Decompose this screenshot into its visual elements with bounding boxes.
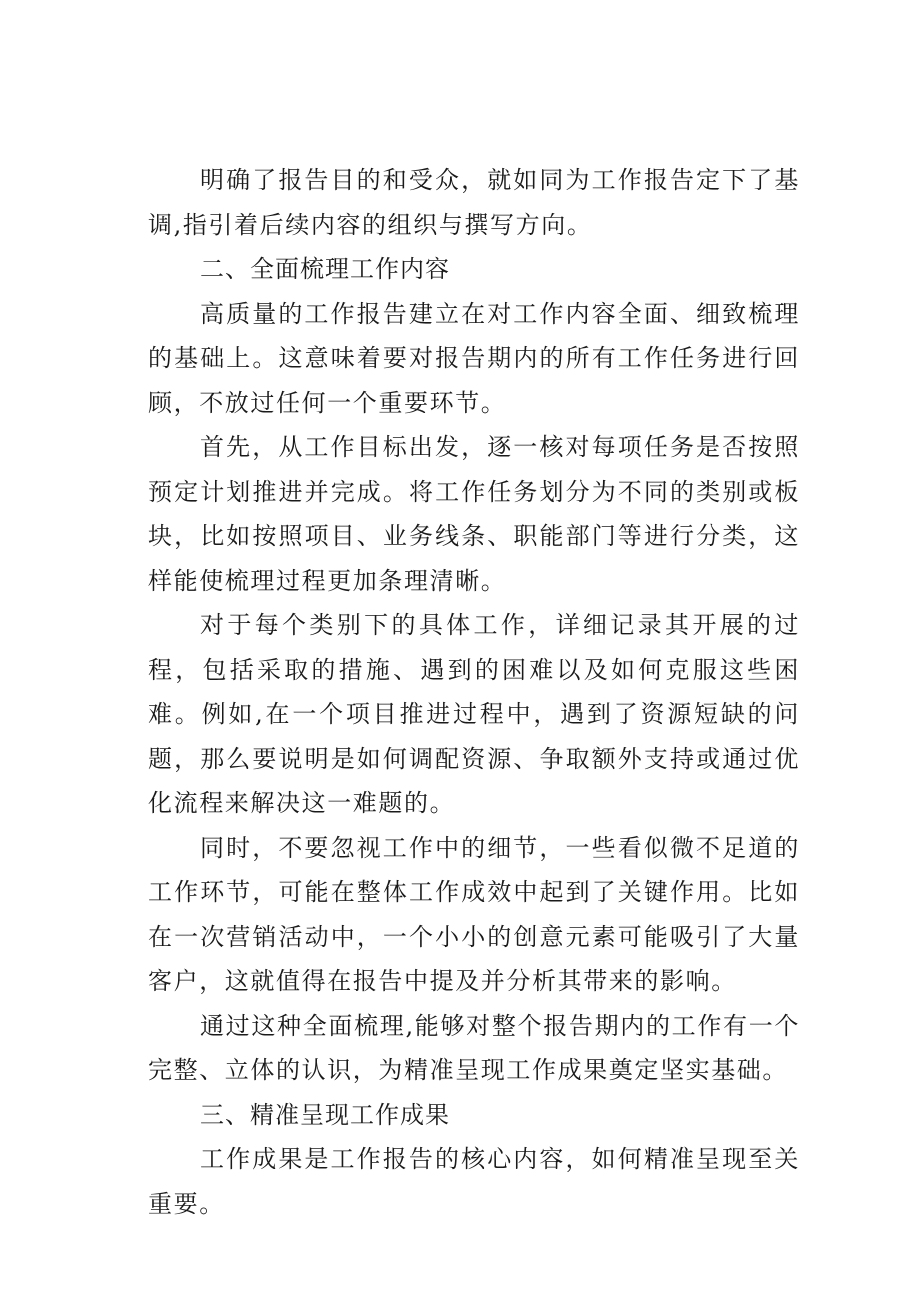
section-heading-2: 二、全面梳理工作内容 <box>200 255 450 283</box>
paragraph-6: 通过这种全面梳理,能够对整个报告期内的工作有一个完整、立体的认识，为精准呈现工作成果奠定坚实基础。 <box>148 1011 800 1084</box>
paragraph-3: 首先，从工作目标出发，逐一核对每项任务是否按照预定计划推进并完成。将工作任务划分为不同的类别或板块，比如按照项目、业务线条、职能部门等进行分类，这样能使梳理过程更加条理清晰。 <box>148 433 800 595</box>
paragraph-1: 明确了报告目的和受众，就如同为工作报告定下了基调,指引着后续内容的组织与撰写方向。 <box>148 166 800 239</box>
paragraph-7: 工作成果是工作报告的核心内容，如何精准呈现至关重要。 <box>148 1145 800 1218</box>
section-heading-3: 三、精准呈现工作成果 <box>200 1100 450 1129</box>
document-body <box>148 158 800 1226</box>
paragraph-5: 同时，不要忽视工作中的细节，一些看似微不足道的工作环节，可能在整体工作成效中起到了关键作用。比如在一次营销活动中，一个小小的创意元素可能吸引了大量客户，这就值得在报告中提及并分析其带来的影响。 <box>148 833 800 995</box>
paragraph-2: 高质量的工作报告建立在对工作内容全面、细致梳理的基础上。这意味着要对报告期内的所有工作任务进行回顾，不放过任何一个重要环节。 <box>148 299 800 417</box>
paragraph-4: 对于每个类别下的具体工作，详细记录其开展的过程，包括采取的措施、遇到的困难以及如何克服这些困难。例如,在一个项目推进过程中，遇到了资源短缺的问题，那么要说明是如何调配资源、争取额外支持或通过优化流程来解决这一难题的。 <box>148 611 800 817</box>
